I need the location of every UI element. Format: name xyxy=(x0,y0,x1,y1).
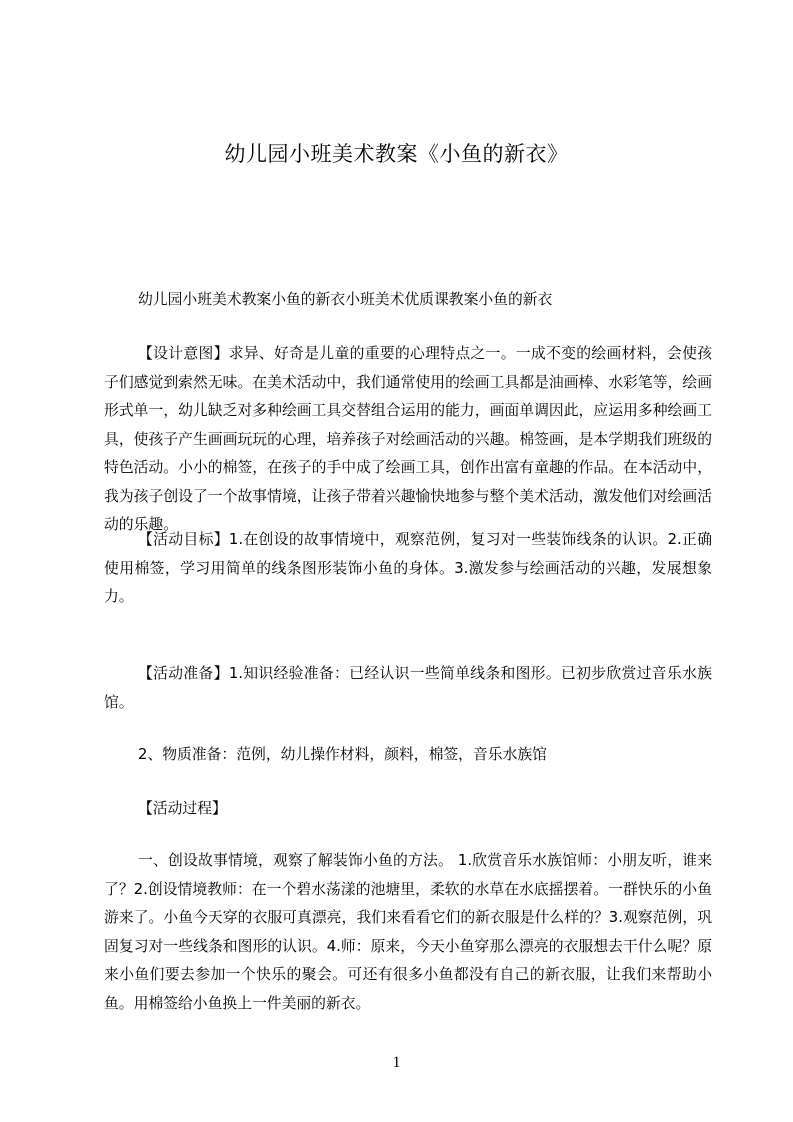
section-heading-activity-process: 【活动过程】 xyxy=(138,800,227,817)
document-title: 幼儿园小班美术教案《小鱼的新衣》 xyxy=(224,142,569,166)
paragraph-activity-preparation: 【活动准备】1.知识经验准备：已经认识一些简单线条和图形。已初步欣赏过音乐水族馆。 xyxy=(104,665,712,711)
page-number: 1 xyxy=(392,1054,401,1071)
paragraph-material-preparation: 2、物质准备：范例，幼儿操作材料，颜料，棉签，音乐水族馆 xyxy=(138,746,547,763)
paragraph-design-intent: 【设计意图】求异、好奇是儿童的重要的心理特点之一。一成不变的绘画材料，会使孩子们感觉到索然无味。在美术活动中，我们通常使用的绘画工具都是油画棒、水彩笔等，绘画形式单一，幼儿缺乏对多种绘画工具交替组合运用的能力，画面单调因此，应运用多种绘画工具，使孩子产生画画玩玩的心理，培养孩子对绘画活动的兴趣。棉签画，是本学期我们班级的特色活动。小小的棉签，在孩子的手中成了绘画工具，创作出富有童趣的作品。在本活动中，我为孩子创设了一个故事情境，让孩子带着兴趣愉快地参与整个美术活动，激发他们对绘画活动的乐趣。 xyxy=(104,345,712,533)
paragraph-activity-goal: 【活动目标】1.在创设的故事情境中，观察范例，复习对一些装饰线条的认识。2.正确使用棉签，学习用简单的线条图形装饰小鱼的身体。3.激发参与绘画活动的兴趣，发展想象力。 xyxy=(104,531,712,605)
document-subtitle: 幼儿园小班美术教案小鱼的新衣小班美术优质课教案小鱼的新衣 xyxy=(138,291,553,308)
paragraph-activity-process: 一、创设故事情境，观察了解装饰小鱼的方法。 1.欣赏音乐水族馆师：小朋友听，谁来了？2.创设情境教师：在一个碧水荡漾的池塘里，柔软的水草在水底摇摆着。一群快乐的小鱼游来了。小鱼今天穿的衣服可真漂亮，我们来看看它们的新衣服是什么样的？3.观察范例，巩固复习对一些线条和图形的认识。4.师：原来，今天小鱼穿那么漂亮的衣服想去干什么呢？原来小鱼们要去参加一个快乐的聚会。可还有很多小鱼都没有自己的新衣服，让我们来帮助小鱼。用棉签给小鱼换上一件美丽的新衣。 xyxy=(104,852,712,1012)
